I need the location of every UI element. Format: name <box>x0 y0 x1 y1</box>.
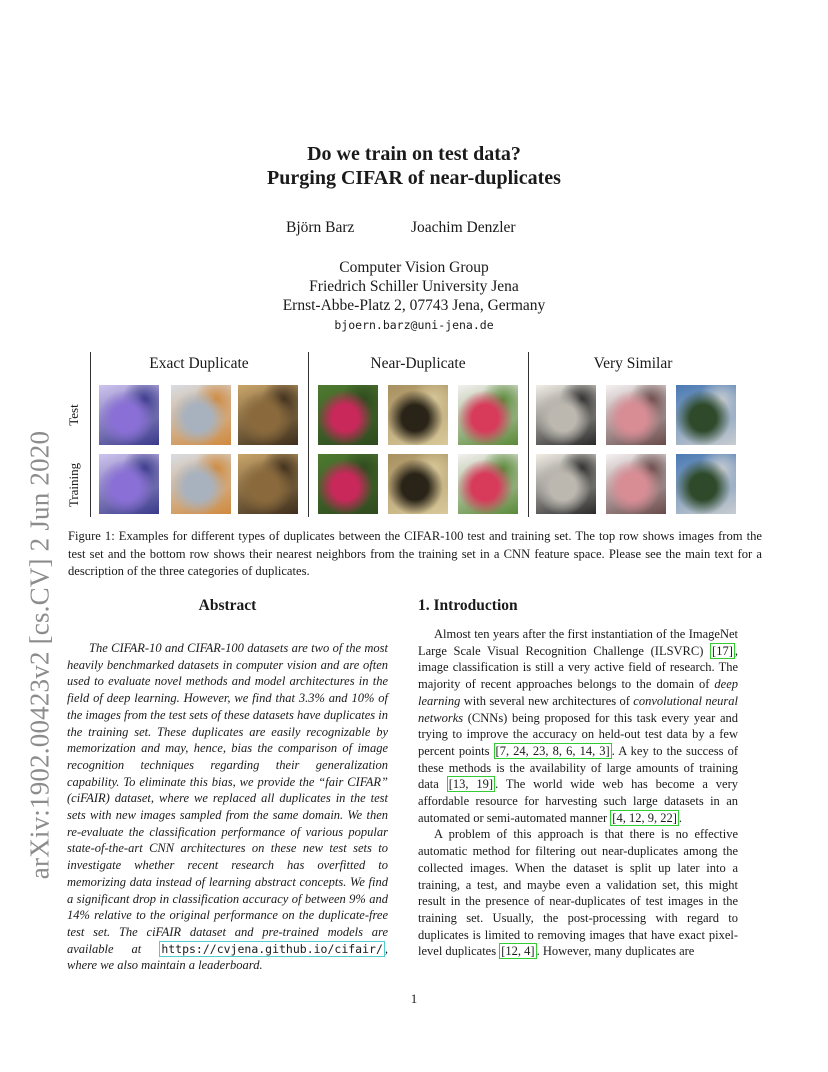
thumbnail-training <box>536 454 596 514</box>
thumbnail-training <box>99 454 159 514</box>
citation-link[interactable]: [7, 24, 23, 8, 6, 14, 3] <box>495 743 610 758</box>
intro-paragraph-2 <box>418 826 738 960</box>
thumbnail-test <box>171 385 231 445</box>
figure-1 <box>66 352 766 517</box>
intro-text: . The world wide web has become a very affordable resource for harvesting such large datasets in an automated or semi-automated manner <box>418 777 739 825</box>
intro-emphasis: convolutional neural networks <box>418 693 739 725</box>
author-1: Björn Barz <box>286 219 355 236</box>
citation-link[interactable]: [17] <box>712 643 733 658</box>
column-header-near: Near-Duplicate <box>370 355 466 372</box>
thumbnail-test <box>99 385 159 445</box>
intro-text: with several new architectures of <box>463 693 630 708</box>
intro-text: . <box>678 810 682 825</box>
intro-text: , image classification is still a very active field of research. The majority of recent approaches belongs to the domain of <box>418 643 738 692</box>
introduction-heading: 1. Introduction <box>418 597 518 614</box>
citation-link[interactable]: [12, 4] <box>501 944 535 959</box>
thumbnail-training <box>606 454 666 514</box>
figure-caption: Figure 1: Examples for different types of duplicates between the CIFAR-100 test and training set. The top row shows images from the test set and the bottom row shows their nearest neighbors from the training set in a CNN feature space. Please see the main text for a description of the three categories of duplicates. <box>68 529 762 578</box>
thumbnail-training <box>238 454 298 514</box>
title-line-1: Do we train on test data? <box>307 143 521 165</box>
abstract-heading: Abstract <box>198 597 257 614</box>
thumbnail-training <box>676 454 736 514</box>
thumbnail-test <box>318 385 378 445</box>
thumbnail-test <box>536 385 596 445</box>
intro-text: . However, many duplicates are <box>536 944 695 959</box>
intro-text: A problem of this approach is that there is no effective automatic method for filtering out near-duplicates among the collected images. When the dataset is split up later into a training, a test, and maybe even a validation set, this might result in the presence of near-duplicates of test images in the training set. Usually, the post-processing with regard to duplicates is limited to removing images that have exact pixel-level duplicates <box>418 827 738 959</box>
author-2: Joachim Denzler <box>411 219 516 236</box>
page-number: 1 <box>410 991 418 1006</box>
figure-divider <box>528 352 529 517</box>
intro-emphasis: deep learning <box>418 677 738 708</box>
author-email: bjoern.barz@uni-jena.de <box>334 318 494 332</box>
row-label-test: Test <box>66 404 81 426</box>
affiliation-address: Ernst-Abbe-Platz 2, 07743 Jena, Germany <box>282 297 546 314</box>
thumbnail-training <box>171 454 231 514</box>
abstract-tail: , where we also maintain a leaderboard. <box>67 941 388 973</box>
intro-text: . A key to the success of these methods is the availability of large amounts of training data <box>418 743 739 792</box>
intro-text: (CNNs) being proposed for this task every year and trying to improve the accuracy on held-out test data by a few percent points <box>418 710 739 758</box>
abstract-text: The CIFAR-10 and CIFAR-100 datasets are two of the most heavily benchmarked datasets in computer vision and are often used to evaluate novel methods and model architectures in the field of deep learning. However, we find that 3.3% and 10% of the images from the test sets of these datasets have duplicates in the training set. These duplicates are easily recognizable by memorization and may, hence, bias the comparison of image recognition techniques regarding their generalization capability. To eliminate this bias, we provide the “fair CIFAR” (ciFAIR) dataset, where we replaced all duplicates in the test sets with new images sampled from the same domain. We then re-evaluate the classification performance of various popular state-of-the-art CNN architectures on these new test sets to investigate whether recent research has overfitted to memorizing data instead of learning abstract concepts. We find a significant drop in classification accuracy of between 9% and 14% relative to the original performance on the duplicate-free test set. The ciFAIR dataset and pre-trained models are available at <box>67 641 388 956</box>
thumbnail-test <box>606 385 666 445</box>
affiliation-group: Computer Vision Group <box>339 259 489 276</box>
thumbnail-test <box>676 385 736 445</box>
project-url-link[interactable]: https://cvjena.github.io/cifair/ <box>161 941 383 956</box>
figure-divider <box>90 352 91 517</box>
intro-paragraph-1 <box>418 626 738 826</box>
column-header-similar: Very Similar <box>593 355 673 372</box>
abstract-body <box>67 640 388 974</box>
affiliation-university: Friedrich Schiller University Jena <box>309 278 519 295</box>
thumbnail-test <box>458 385 518 445</box>
thumbnail-test <box>388 385 448 445</box>
citation-link[interactable]: [13, 19] <box>448 777 494 792</box>
thumbnail-training <box>388 454 448 514</box>
citation-link[interactable]: [4, 12, 9, 22] <box>612 810 677 825</box>
title-line-2: Purging CIFAR of near-duplicates <box>267 167 561 189</box>
figure-divider <box>308 352 309 517</box>
thumbnail-test <box>238 385 298 445</box>
thumbnail-training <box>318 454 378 514</box>
introduction-body <box>418 626 738 960</box>
column-header-exact: Exact Duplicate <box>149 355 249 372</box>
intro-text: Almost ten years after the first instantiation of the ImageNet Large Scale Visual Recognition Challenge (ILSVRC) <box>418 627 738 658</box>
thumbnail-training <box>458 454 518 514</box>
arxiv-identifier: arXiv:1902.00423v2 [cs.CV] 2 Jun 2020 <box>24 430 55 880</box>
row-label-training: Training <box>66 462 81 508</box>
